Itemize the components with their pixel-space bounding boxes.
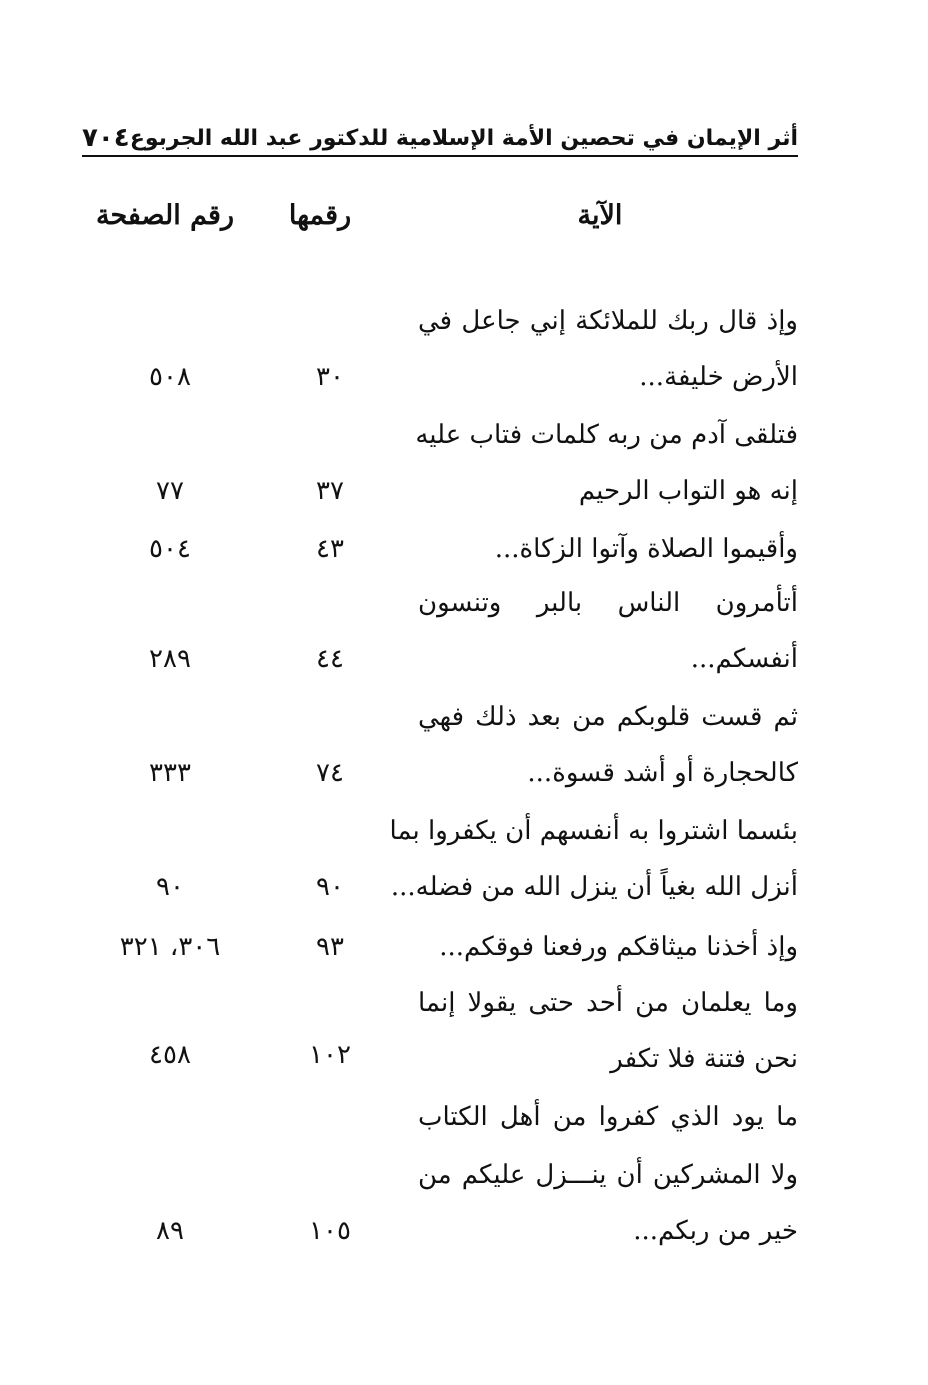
page-reference: ٤٥٨: [149, 1040, 191, 1070]
verse-line: وإذ قال ربك للملائكة إني جاعل في: [418, 306, 798, 336]
page-reference: ٩٠: [156, 872, 184, 902]
page-reference: ٥٠٤: [149, 534, 191, 564]
page-reference: ٧٧: [156, 476, 184, 506]
header-rule: [82, 155, 798, 157]
verse-line: ثم قست قلوبكم من بعد ذلك فهي: [418, 702, 798, 732]
column-header-page: رقم الصفحة: [95, 200, 235, 231]
verse-number: ١٠٢: [309, 1040, 351, 1070]
verse-line: إنه هو التواب الرحيم: [578, 476, 798, 506]
verse-line: وما يعلمان من أحد حتى يقولا إنما: [418, 988, 798, 1018]
verse-line: فتلقى آدم من ربه كلمات فتاب عليه: [415, 420, 798, 450]
verse-line: وأقيموا الصلاة وآتوا الزكاة...: [494, 534, 798, 564]
page-number: ٧٠٤: [82, 123, 130, 153]
verse-line: كالحجارة أو أشد قسوة...: [527, 758, 798, 788]
column-header-number: رقمها: [288, 200, 352, 231]
page-reference: ٣٣٣: [149, 758, 191, 788]
running-title: أثر الإيمان في تحصين الأمة الإسلامية للدكتور عبد الله الجربوع: [129, 125, 798, 151]
column-header-verse: الآية: [577, 200, 623, 231]
verse-line: وإذ أخذنا ميثاقكم ورفعنا فوقكم...: [439, 932, 798, 962]
running-header: [82, 118, 798, 158]
verse-number: ١٠٥: [309, 1216, 351, 1246]
verse-number: ٤٣: [316, 534, 344, 564]
verse-number: ٧٤: [316, 758, 344, 788]
verse-line: أنفسكم...: [690, 644, 798, 674]
verse-line: نحن فتنة فلا تكفر: [610, 1044, 798, 1074]
page-reference: ٨٩: [156, 1216, 184, 1246]
verse-line: أنزل الله بغياً أن ينزل الله من فضله...: [390, 872, 798, 902]
verse-number: ٣٧: [316, 476, 344, 506]
verse-number: ٤٤: [316, 644, 344, 674]
verse-number: ٩٠: [316, 872, 344, 902]
verse-line: ولا المشركين أن ينـــزل عليكم من: [418, 1160, 798, 1190]
verse-line: أتأمرون الناس بالبر وتنسون: [418, 588, 798, 618]
verse-number: ٣٠: [316, 362, 344, 392]
page-reference: ٣٠٦، ٣٢١: [119, 932, 221, 962]
verse-line: بئسما اشتروا به أنفسهم أن يكفروا بما: [389, 816, 798, 846]
verse-line: الأرض خليفة...: [639, 362, 798, 392]
verse-line: ما يود الذي كفروا من أهل الكتاب: [418, 1102, 798, 1132]
verse-line: خير من ربكم...: [633, 1216, 798, 1246]
page-reference: ٢٨٩: [149, 644, 191, 674]
page-reference: ٥٠٨: [149, 362, 191, 392]
verse-number: ٩٣: [316, 932, 344, 962]
